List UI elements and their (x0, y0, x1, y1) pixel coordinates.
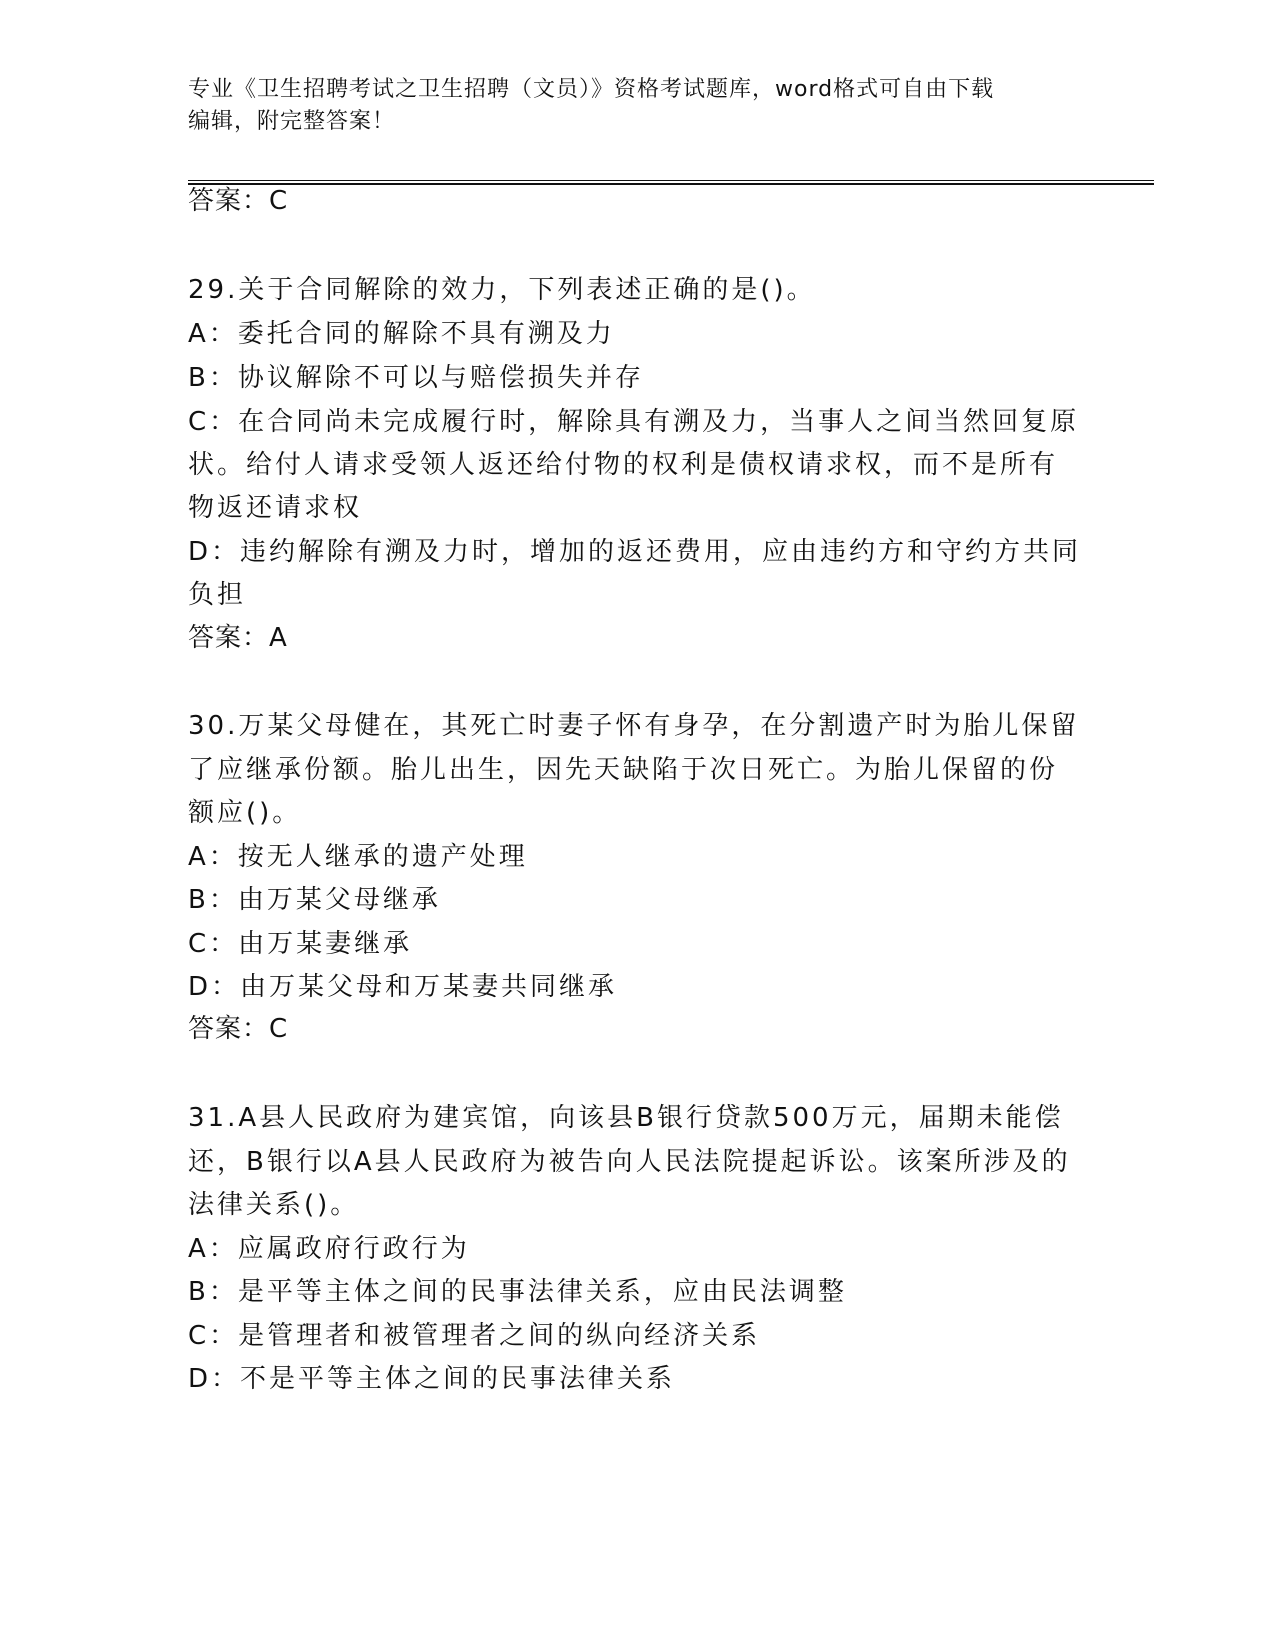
question-30-option-b: B：由万某父母继承 (188, 885, 441, 915)
question-31-option-a: A：应属政府行政行为 (188, 1234, 470, 1264)
question-30-option-c: C：由万某妻继承 (188, 929, 413, 959)
question-30-answer: 答案：C (188, 1014, 289, 1044)
answer-label: 答案：C (188, 186, 289, 216)
question-30-option-a: A：按无人继承的遗产处理 (188, 842, 528, 872)
question-31-stem-cont: 法律关系()。 (188, 1190, 360, 1220)
question-29-option-b: B：协议解除不可以与赔偿损失并存 (188, 363, 644, 393)
question-31-option-b: B：是平等主体之间的民事法律关系，应由民法调整 (188, 1277, 847, 1307)
header-line-2: 编辑，附完整答案！ (188, 109, 396, 134)
header-line-1: 专业《卫生招聘考试之卫生招聘（文员）》资格考试题库，word格式可自由下载 (188, 77, 995, 102)
question-29-answer: 答案：A (188, 623, 288, 653)
question-30-option-d: D：由万某父母和万某妻共同继承 (188, 972, 618, 1002)
question-29-option-c: C：在合同尚未完成履行时，解除具有溯及力，当事人之间当然回复原 (188, 407, 1080, 437)
question-29-stem: 29.关于合同解除的效力，下列表述正确的是()。 (188, 275, 816, 305)
question-29-option-c-cont: 状。给付人请求受领人返还给付物的权利是债权请求权，而不是所有 (188, 450, 1059, 480)
question-29-option-d-cont: 负担 (188, 580, 247, 610)
question-30-stem-cont: 额应()。 (188, 798, 302, 828)
question-29-option-a: A：委托合同的解除不具有溯及力 (188, 319, 615, 349)
question-31-option-c: C：是管理者和被管理者之间的纵向经济关系 (188, 1321, 761, 1351)
question-29-option-c-cont: 物返还请求权 (188, 493, 363, 523)
page-header (188, 74, 1088, 138)
question-30-stem-cont: 了应继承份额。胎儿出生，因先天缺陷于次日死亡。为胎儿保留的份 (188, 755, 1059, 785)
question-31-stem: 31.A县人民政府为建宾馆，向该县B银行贷款500万元，届期未能偿 (188, 1103, 1064, 1133)
question-31-stem-cont: 还，B银行以A县人民政府为被告向人民法院提起诉讼。该案所涉及的 (188, 1147, 1071, 1177)
question-29-option-d: D：违约解除有溯及力时，增加的返还费用，应由违约方和守约方共同 (188, 537, 1082, 567)
header-rule (188, 180, 1154, 185)
question-30-stem: 30.万某父母健在，其死亡时妻子怀有身孕，在分割遗产时为胎儿保留 (188, 711, 1080, 741)
question-31-option-d: D：不是平等主体之间的民事法律关系 (188, 1364, 676, 1394)
